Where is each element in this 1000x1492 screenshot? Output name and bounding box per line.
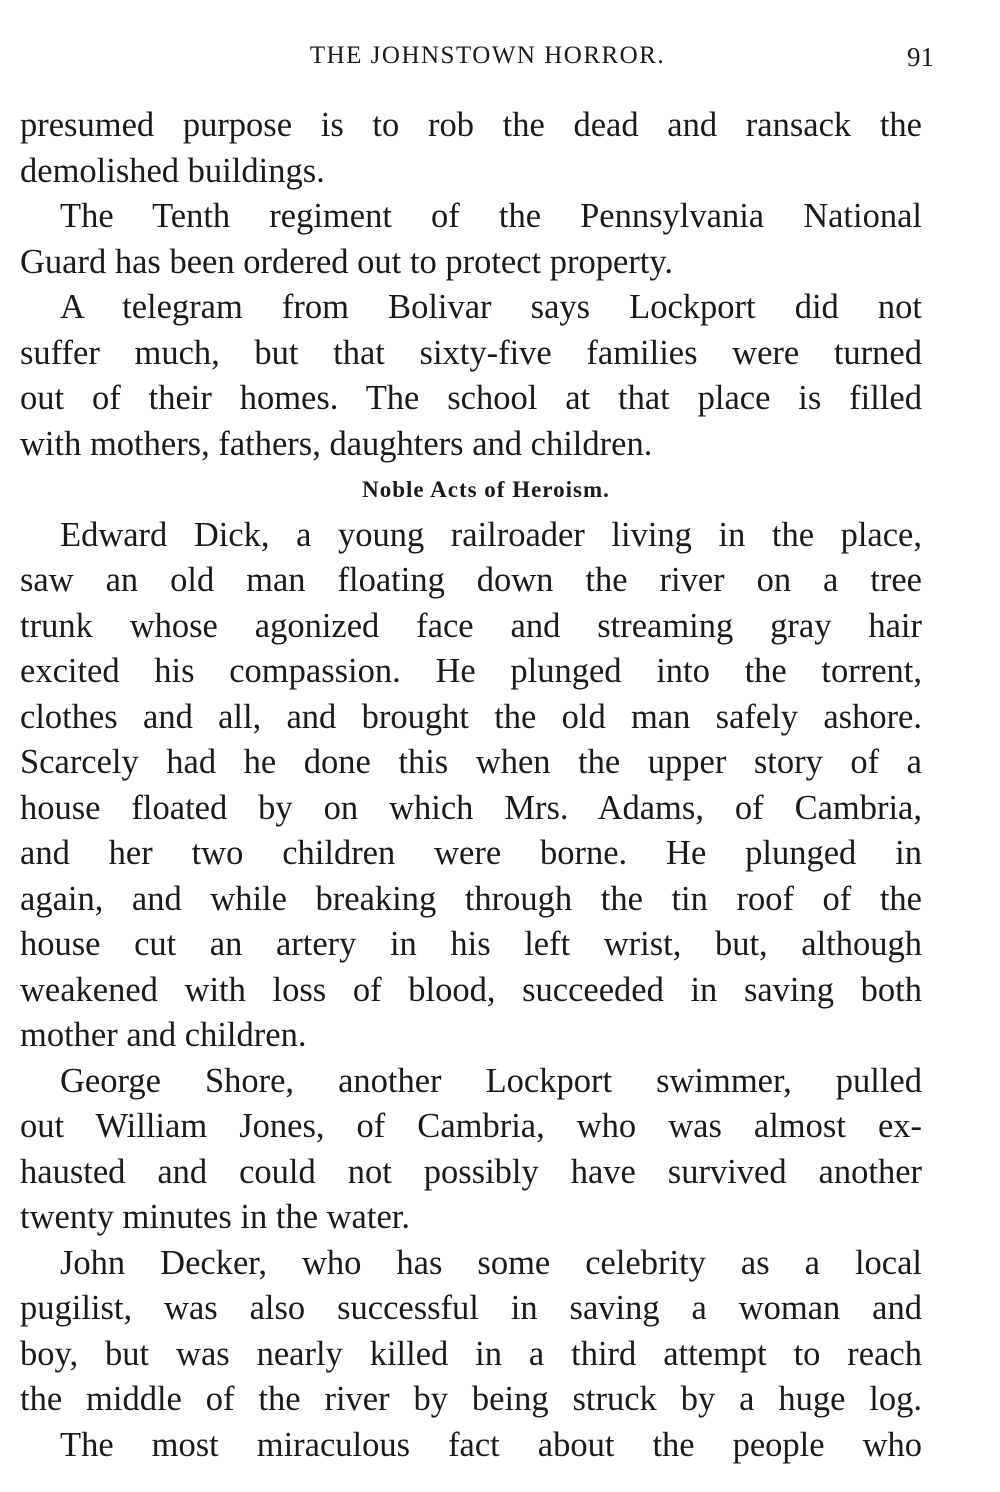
- text-line: excited his compassion. He plunged into the torrent,: [20, 652, 922, 690]
- text-line: house cut an artery in his left wrist, but, although: [20, 925, 922, 963]
- text-line: boy, but was nearly killed in a third attempt to reach: [20, 1334, 922, 1373]
- text-line: suffer much, but that sixty-five families were turned: [20, 333, 922, 372]
- running-head: [20, 38, 934, 78]
- text-line: with mothers, fathers, daughters and children.: [20, 424, 653, 463]
- text-line: twenty minutes in the water.: [20, 1198, 410, 1236]
- body-text: [20, 103, 922, 1468]
- text-line: A telegram from Bolivar says Lockport did not: [60, 288, 922, 326]
- text-line: weakened with loss of blood, succeeded in saving both: [20, 970, 922, 1009]
- text-line: hausted and could not possibly have survived another: [20, 1152, 922, 1191]
- text-line: out of their homes. The school at that place is filled: [20, 379, 922, 417]
- text-line: trunk whose agonized face and streaming gray hair: [20, 606, 922, 645]
- text-line: demolished buildings.: [20, 151, 325, 190]
- text-line: John Decker, who has some celebrity as a local: [60, 1243, 922, 1282]
- running-title: THE JOHNSTOWN HORROR.: [309, 42, 666, 69]
- text-line: George Shore, another Lockport swimmer, pulled: [60, 1061, 922, 1100]
- text-line: mother and children.: [20, 1016, 307, 1054]
- text-line: clothes and all, and brought the old man safely ashore.: [20, 697, 922, 736]
- text-line: saw an old man floating down the river on a tree: [20, 561, 922, 599]
- text-line: Guard has been ordered out to protect property.: [20, 242, 674, 281]
- text-line: house floated by on which Mrs. Adams, of Cambria,: [20, 788, 922, 827]
- text-line: pugilist, was also successful in saving a woman and: [20, 1289, 922, 1327]
- text-line: Scarcely had he done this when the upper story of a: [20, 743, 922, 781]
- text-line: and her two children were borne. He plunged in: [20, 834, 922, 872]
- text-line: The Tenth regiment of the Pennsylvania National: [60, 197, 922, 235]
- text-line: again, and while breaking through the tin roof of the: [20, 879, 922, 918]
- section-heading: Noble Acts of Heroism.: [362, 477, 610, 502]
- page-number: 91: [907, 42, 934, 72]
- text-line: out William Jones, of Cambria, who was almost ex-: [20, 1107, 922, 1145]
- text-line: Edward Dick, a young railroader living in the place,: [60, 515, 922, 554]
- text-line: the middle of the river by being struck by a huge log.: [20, 1380, 922, 1418]
- text-line: presumed purpose is to rob the dead and ransack the: [20, 106, 922, 144]
- text-line: The most miraculous fact about the people who: [60, 1425, 922, 1464]
